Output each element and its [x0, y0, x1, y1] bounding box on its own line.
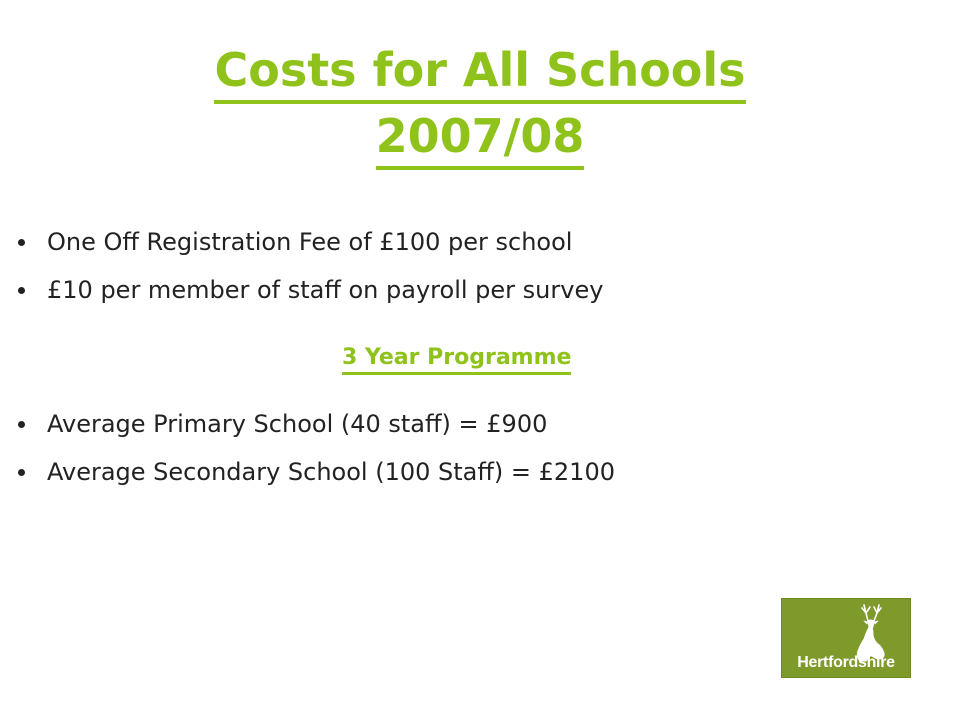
bullet-text: One Off Registration Fee of £100 per school	[47, 228, 573, 256]
bullet-icon	[18, 421, 25, 428]
slide-title	[0, 38, 960, 170]
list-item	[0, 410, 960, 439]
list-item	[0, 228, 960, 257]
slide-title-line-2: 2007/08	[376, 108, 585, 170]
slide-title-line-1: Costs for All Schools	[214, 42, 745, 104]
bullet-icon	[18, 469, 25, 476]
bullet-icon	[18, 239, 25, 246]
list-item	[0, 458, 960, 487]
cost-bullet-list	[0, 228, 960, 324]
bullet-text: Average Secondary School (100 Staff) = £2100	[47, 458, 615, 486]
logo-text: Hertfordshire	[797, 654, 895, 671]
hertfordshire-logo	[781, 598, 911, 678]
programme-subheading: 3 Year Programme	[342, 344, 571, 375]
bullet-icon	[18, 287, 25, 294]
average-cost-bullet-list	[0, 410, 960, 506]
bullet-text: Average Primary School (40 staff) = £900	[47, 410, 548, 438]
list-item	[0, 276, 960, 305]
bullet-text: £10 per member of staff on payroll per survey	[47, 276, 604, 304]
